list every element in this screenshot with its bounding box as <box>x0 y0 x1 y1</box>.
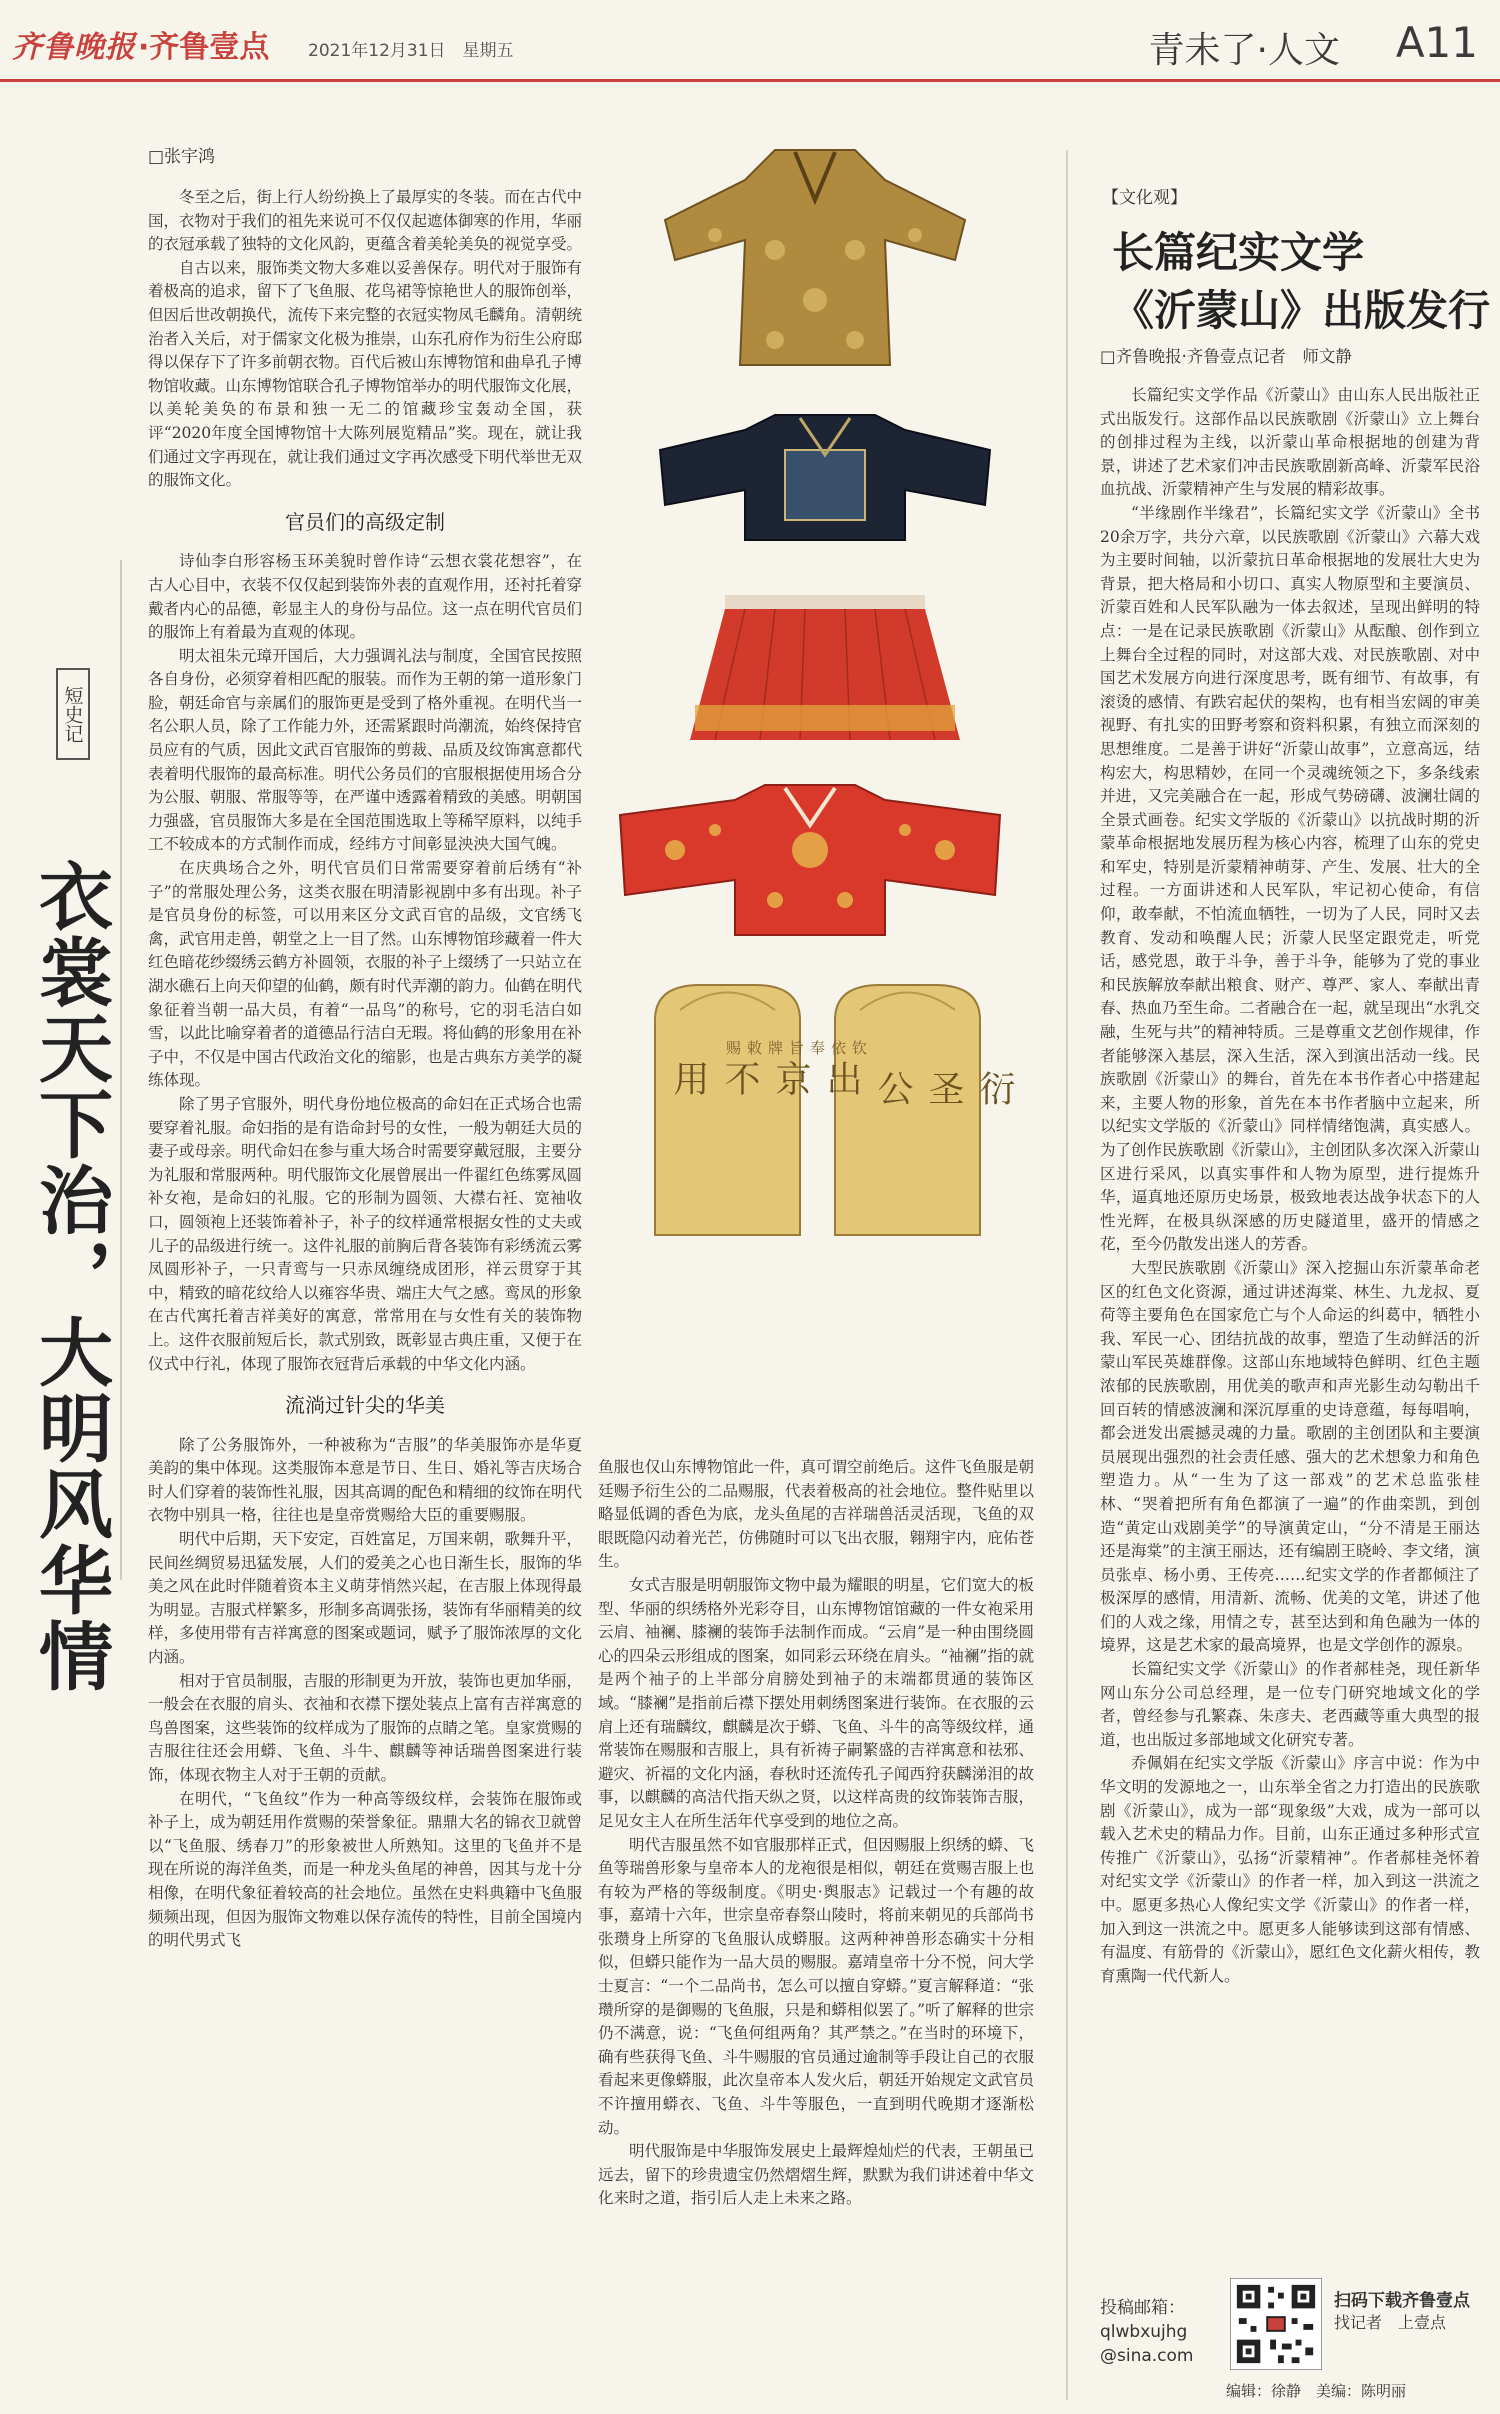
article-kicker: 【文化观】 <box>1102 188 1187 208</box>
paragraph: “半缘剧作半缘君”，长篇纪实文学《沂蒙山》全书20余万字，共分六章，以民族歌剧《沂蒙山》六幕大戏为主要时间轴，以沂蒙抗日革命根据地的发展壮大史为背景，把大格局和小切口、真实人物原型和主要演员、沂蒙百姓和人民军队融为一体去叙述，呈现出鲜明的特点：一是在记录民族歌剧《沂蒙山》从酝酿、创作到立上舞台全过程的同时，对这部大戏、对民族歌剧、对中国艺术发展方向进行深度思考，既有细节、有故事，有滚烫的感情、有跌宕起伏的架构，也有相当宏阔的审美视野、有扎实的田野考察和资料积累，有独立而深刻的思想维度。二是善于讲好“沂蒙山故事”，立意高远，结构宏大，构思精妙，在同一个灵魂统领之下，多条线索并进，又完美融合在一起，形成气势磅礴、波澜壮阔的全景式画卷。纪实文学版的《沂蒙山》以抗战时期的沂蒙革命根据地发展历程为核心内容，梳理了山东的党史和军史，特别是沂蒙精神萌芽、产生、发展、壮大的全过程。一方面讲述和人民军队，牢记初心使命，有信仰，敢奉献，不怕流血牺牲，一切为了人民，同时又去教育、发动和唤醒人民；沂蒙人民坚定跟党走，听党话，感党恩，敢于斗争，善于斗争，能够为了党的事业和民族解放奉献出粮食、财产、尊严、家人、奉献出青春、热血乃至生命。二者融合在一起，就呈现出“水乳交融，生死与共”的精神特质。三是尊重文艺创作规律，作者能够深入基层，深入生活，深入到演出活动一线。民族歌剧《沂蒙山》的舞台，首先在本书作者心中搭建起来，主要人物的形象，首先在本书作者脑中立起来，所以纪实文学版的《沂蒙山》同样情绪饱满，真实感人。为了创作民族歌剧《沂蒙山》，主创团队多次深入沂蒙山区进行采风，以真实事件和人物为原型，进行提炼升华，逼真地还原历史场景，极致地表达战争状态下的人性光辉，在极具纵深感的历史隧道里，盛开的情感之花，至今仍散发出迷人的芳香。 <box>1100 503 1480 1254</box>
issue-date: 2021年12月31日 星期五 <box>308 41 514 61</box>
plaque-right-text: 衍圣公 <box>872 1070 1015 1116</box>
plaque-left-text: 出京不用 <box>668 1060 862 1104</box>
article-title-line: 长篇纪实文学 <box>1112 228 1365 277</box>
paragraph: 诗仙李白形容杨玉环美貌时曾作诗“云想衣裳花想容”，在古人心目中，衣装不仅仅起到装饰外表的直观作用，还衬托着穿戴者内心的品德，彰显主人的身份与品位。这一点在明代官员们的服饰上有着最为直观的体现。 <box>148 552 582 642</box>
gold-robe-image <box>655 140 975 370</box>
paragraph: 自古以来，服饰类文物大多难以妥善保存。明代对于服饰有着极高的追求，留下了飞鱼服、花鸟裙等惊艳世人的服饰创举，但因后世改朝换代，流传下来完整的衣冠实物凤毛麟角。清朝统治者入关后，对于儒家文化极为推崇，山东孔府作为衍生公府邸得以保存下了许多前朝衣物。百代后被山东博物馆和曲阜孔子博物馆收藏。山东博物馆联合孔子博物馆举办的明代服饰文化展，以美轮美奂的布景和独一无二的馆藏珍宝轰动全国，获评“2020年度全国博物馆十大陈列展览精品”奖。现在，就让我们通过文字再现在，就让我们通过文字再次感受下明代举世无双的服饰文化。 <box>148 258 582 490</box>
paragraph: 冬至之后，街上行人纷纷换上了最厚实的冬装。而在古代中国，衣物对于我们的祖先来说可不仅仅起遮体御寒的作用，华丽的衣冠承载了独特的文化风韵，更蕴含着美轮美奂的视觉享受。 <box>148 188 582 254</box>
article-title <box>1112 224 1490 340</box>
red-skirt-image <box>685 595 965 745</box>
paragraph: 除了男子官服外，明代身份地位极高的命妇在正式场合也需要穿着礼服。命妇指的是有诰命封号的女性，一般为朝廷大员的妻子或母亲。明代命妇在参与重大场合时需要穿戴冠服，主要分为礼服和常服两种。明代服饰文化展曾展出一件翟红色练雾凤圆补女袍，是命妇的礼服。它的形制为圆领、大襟右衽、宽袖收口，圆领袍上还装饰着补子，补子的纹样通常根据女性的丈夫或儿子的品级进行统一。这件礼服的前胸后背各装饰有彩绣流云雾凤圆形补子，一只青鸾与一只赤凤缠绕成团形，祥云贯穿于其中，精致的暗花纹给人以雍容华贵、端庄大气之感。鸾凤的形象在古代寓托着吉祥美好的寓意，常常用在与女性有关的装饰物上。这件衣服前短后长，款式别致，既彰显古典庄重，又便于在仪式中行礼，体现了服饰衣冠背后承载的中华文化内涵。 <box>148 1094 582 1373</box>
app-logo: ·齐鲁壹点 <box>138 30 270 65</box>
article-title-line: 《沂蒙山》出版发行 <box>1112 286 1491 335</box>
paragraph: 长篇纪实文学《沂蒙山》的作者郝桂尧，现任新华网山东分公司总经理，是一位专门研究地域文化的学者，曾经参与孔繁森、朱彦夫、老西藏等重大典型的报道，也出版过多部地域文化研究专著。 <box>1100 1660 1480 1749</box>
column-divider <box>120 560 122 1580</box>
page-number: A11 <box>1395 18 1478 67</box>
paragraph: 在明代，“飞鱼纹”作为一种高等级纹样，会装饰在服饰或补子上，成为朝廷用作赏赐的荣誉象征。鼎鼎大名的锦衣卫就曾以“飞鱼服、绣春刀”的形象被世人所熟知。这里的飞鱼并不是现在所说的海洋鱼类，而是一种龙头鱼尾的神兽，因其与龙十分相像，在明代象征着较高的社会地位。虽然在史料典籍中飞鱼服频频出现，但因为服饰文物难以保存流传的特性，目前全国境内的明代男式飞 <box>148 1789 582 1950</box>
newspaper-logo: 齐鲁晚报 <box>12 30 136 65</box>
paragraph: 鱼服也仅山东博物馆此一件，真可谓空前绝后。这件飞鱼服是朝廷赐予衍生公的二品赐服，代表着极高的社会地位。整件贴里以略显低调的香色为底，龙头鱼尾的吉祥瑞兽活灵活现，飞鱼的双眼既隐闪动着光芒，仿佛随时可以飞出衣服，翱翔宇内，庇佑苍生。 <box>598 1458 1034 1571</box>
article-byline: □齐鲁晚报·齐鲁壹点记者 师文静 <box>1100 347 1352 366</box>
plaque-left-small-text: 钦依奉旨牌敕赐 <box>724 1040 868 1058</box>
contribution-label: 投稿邮箱： <box>1100 2298 1185 2318</box>
section-name: 青未了·人文 <box>1148 30 1340 71</box>
red-robe-image <box>615 780 1005 940</box>
qr-caption <box>1334 2290 1470 2334</box>
masthead <box>0 0 1500 82</box>
paragraph: 相对于官员制服，吉服的形制更为开放，装饰也更加华丽，一般会在衣服的肩头、衣袖和衣襟下摆处装点上富有吉祥寓意的鸟兽图案，这些装饰的纹样成为了服饰的点睛之笔。皇家赏赐的吉服往往还会用蟒、飞鱼、斗牛、麒麟等神话瑞兽图案进行装饰，体现衣物主人对于王朝的贡献。 <box>148 1671 582 1784</box>
section-heading: 流淌过针尖的华美 <box>285 1393 445 1418</box>
paragraph: 明太祖朱元璋开国后，大力强调礼法与制度，全国官民按照各自身份，必须穿着相匹配的服装。而作为王朝的第一道形象门脸，朝廷命官与亲属们的服饰更是受到了格外重视。在明代当一名公职人员，除了工作能力外，还需紧跟时尚潮流，始终保持官员应有的气质，因此文武百官服饰的剪裁、品质及纹饰寓意都代表着明代服饰的最高标准。明代公务员们的官服根据使用场合分为公服、朝服、常服等等，在严谨中透露着精致的美感。明朝国力强盛，官员服饰大多是在全国范围选取上等稀罕原料，以纯手工不较成本的方式制作而成，经纬方寸间彰显泱泱大国气魄。 <box>148 646 582 854</box>
paragraph: 乔佩娟在纪实文学版《沂蒙山》序言中说：作为中华文明的发源地之一，山东举全省之力打造出的民族歌剧《沂蒙山》，成为一部“现象级”大戏，成为一部可以载入艺术史的精品力作。目前，山东正通过多种形式宣传推广《沂蒙山》，弘扬“沂蒙精神”。作者郝桂尧怀着对纪实文学《沂蒙山》的作者一样，加入到这一洪流之中。愿更多热心人像纪实文学《沂蒙山》的作者一样，加入到这一洪流之中。愿更多人能够读到这部有情感、有温度、有筋骨的《沂蒙山》，愿红色文化薪火相传，教育熏陶一代代新人。 <box>1100 1754 1480 1985</box>
paragraph: 明代中后期，天下安定，百姓富足，万国来朝，歌舞升平，民间丝绸贸易迅猛发展，人们的爱美之心也日渐生长，服饰的华美之风在此时伴随着资本主义萌芽悄然兴起，在吉服上体现得最为明显。吉服式样繁多，形制多高调张扬，装饰有华丽精美的纹样，多使用带有吉祥寓意的图案或题词，赋予了服饰浓厚的文化内涵。 <box>148 1530 582 1667</box>
article-headline: 衣裳天下治，大明风华情 <box>27 858 113 1694</box>
navy-jacket-image <box>655 410 995 545</box>
contribution-email-domain: @sina.com <box>1100 2346 1194 2366</box>
paragraph: 明代吉服虽然不如官服那样正式，但因赐服上织绣的蟒、飞鱼等瑞兽形象与皇帝本人的龙袍很是相似，朝廷在赏赐吉服上也有较为严格的等级制度。《明史·舆服志》记载过一个有趣的故事，嘉靖十六年，世宗皇帝春祭山陵时，将前来朝见的兵部尚书张瓒身上所穿的飞鱼服认成蟒服。这两种神兽形态确实十分相似，但蟒只能作为一品大员的赐服。嘉靖皇帝十分不悦，问大学士夏言：“一个二品尚书，怎么可以擅自穿蟒。”夏言解释道：“张瓒所穿的是御赐的飞鱼服，只是和蟒相似罢了。”听了解释的世宗仍不满意，说：“飞鱼何组两角？其严禁之。”在当时的环境下，确有些获得飞鱼、斗牛赐服的官员通过逾制等手段让自己的衣服看起来更像蟒服，此次皇帝本人发火后，朝廷开始规定文武官员不许擅用蟒衣、飞鱼、斗牛等服色，一直到明代晚期才逐渐松动。 <box>598 1835 1034 2137</box>
paragraph: 长篇纪实文学作品《沂蒙山》由山东人民出版社正式出版发行。这部作品以民族歌剧《沂蒙山》立上舞台的创排过程为主线，以沂蒙山革命根据地的创建为背景，讲述了艺术家们冲击民族歌剧新高峰、沂蒙军民浴血抗战、沂蒙精神产生与发展的精彩故事。 <box>1100 386 1480 499</box>
paragraph: 女式吉服是明朝服饰文物中最为耀眼的明星，它们宽大的板型、华丽的织绣格外光彩夺目，山东博物馆馆藏的一件女袍采用云肩、袖襕、膝襕的装饰手法制作而成。“云肩”是一种由围绕圆心的四朵云形组成的图案，如同彩云环绕在肩头。“袖襕”指的就是两个袖子的上半部分肩膀处到袖子的末端都贯通的装饰区域。“膝襕”是指前后襟下摆处用刺绣图案进行装饰。在衣服的云肩上还有瑞麟纹，麒麟是次于蟒、飞鱼、斗牛的高等级纹样，通常装饰在赐服和吉服上，具有祈祷子嗣繁盛的吉祥寓意和祛邪、避灾、祈福的文化内涵，春秋时还流传孔子闻西狩获麟涕泪的故事，以麒麟的高洁代指天纵之贤，以这样高贵的纹饰装饰吉服，足见女主人在所生活年代享受到的地位之高。 <box>598 1575 1034 1830</box>
paragraph: 明代服饰是中华服饰发展史上最辉煌灿烂的代表，王朝虽已远去，留下的珍贵遗宝仍然熠熠生辉，默默为我们讲述着中华文化来时之道，指引后人走上未来之路。 <box>598 2142 1034 2208</box>
qr-title: 扫码下载齐鲁壹点 <box>1334 2291 1470 2311</box>
qr-code-icon[interactable] <box>1230 2278 1322 2370</box>
column-divider <box>1066 150 1068 2400</box>
article-byline: □张宇鸿 <box>148 147 216 167</box>
article-column-2 <box>598 1456 1034 2386</box>
section-heading: 官员们的高级定制 <box>285 509 445 534</box>
paragraph: 除了公务服饰外，一种被称为“吉服”的华美服饰亦是华夏美韵的集中体现。这类服饰本意是节日、生日、婚礼等吉庆场合时人们穿着的装饰性礼服，因其高调的配色和精细的纹饰在明代衣物中别具一格，往往也是皇帝赏赐给大臣的重要赐服。 <box>148 1435 582 1525</box>
column-tag: 短史记 <box>56 668 90 760</box>
paragraph: 在庆典场合之外，明代官员们日常需要穿着前后绣有“补子”的常服处理公务，这类衣服在明清影视剧中多有出现。补子是官员身份的标签，可以用来区分文武百官的品级，文官绣飞禽，武官用走兽，朝堂之上一目了然。山东博物馆珍藏着一件大红色暗花纱缀绣云鹤方补圆领，衣服的补子上缀绣了一只站立在湖水礁石上向天仰望的仙鹤，颇有时代弄潮的韵力。仙鹤在明代象征着当朝一品大员，有着“一品鸟”的称号，它的羽毛洁白如雪，以此比喻穿着者的道德品行洁白无瑕。将仙鹤的形象用在补子中，不仅是中国古代政治文化的缩影，也是古典东方美学的凝练体现。 <box>148 859 582 1090</box>
qr-subtitle: 找记者 上壹点 <box>1334 2313 1447 2332</box>
contribution-email[interactable]: qlwbxujhg <box>1100 2322 1188 2342</box>
article-column-1 <box>148 186 582 2386</box>
editor-credits: 编辑：徐静 美编：陈明丽 <box>1226 2382 1407 2400</box>
contribution-info <box>1100 2296 1193 2368</box>
paragraph: 大型民族歌剧《沂蒙山》深入挖掘山东沂蒙革命老区的红色文化资源，通过讲述海棠、林生、九龙叔、夏荷等主要角色在国家危亡与个人命运的纠葛中，牺牲小我、军民一心、团结抗战的故事，塑造了生动鲜活的沂蒙山军民英雄群像。这部山东地域特色鲜明、红色主题浓郁的民族歌剧，用优美的歌声和声光影生动勾勒出千回百转的情感波澜和深沉厚重的史诗意蕴，每每唱响，都会迸发出震撼灵魂的力量。歌剧的主创团队和主要演员展现出强烈的社会责任感、强大的艺术想象力和角色塑造力。从“一生为了这一部戏”的艺术总监张桂林、“哭着把所有角色都演了一遍”的作曲栾凯，到创造“黄定山戏剧美学”的导演黄定山，“分不清是王丽达还是海棠”的主演王丽达，还有编剧王晓岭、李文绪，演员张卓、杨小勇、王传亮……纪实文学的作者都倾注了极深厚的感情，用清新、流畅、优美的文笔，讲述了他们的人戏之缘，用情之专，甚至达到和角色融为一体的境界，这是艺术家的最高境界，也是文学创作的源泉。 <box>1100 1258 1480 1655</box>
right-article-body <box>1100 384 1480 2256</box>
